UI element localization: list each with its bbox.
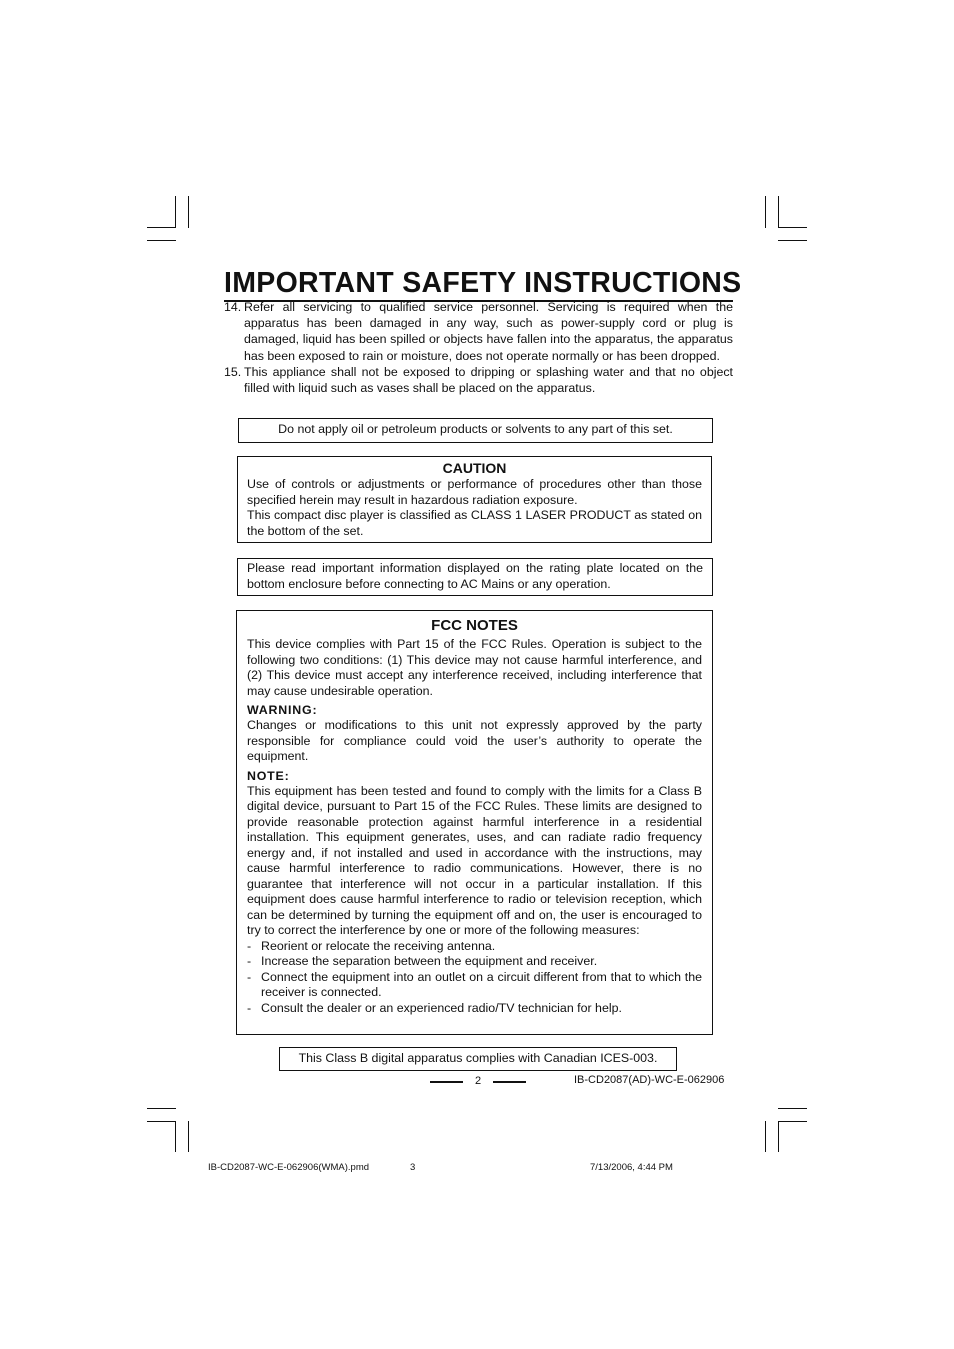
page-number: 2	[474, 1075, 482, 1087]
caution-paragraph: This compact disc player is classified as CLASS 1 LASER PRODUCT as stated on the bottom of the set.	[247, 508, 702, 538]
crop-mark	[778, 227, 807, 228]
crop-mark	[175, 196, 176, 228]
dash: -	[247, 954, 252, 968]
list-item	[224, 299, 733, 364]
measure-text: Connect the equipment into an outlet on a circuit different from that to which the receiver is connected.	[261, 969, 702, 999]
footer-timestamp: 7/13/2006, 4:44 PM	[590, 1162, 673, 1173]
list-item	[224, 364, 733, 396]
oil-notice-text: Do not apply oil or petroleum products or solvents to any part of this set.	[278, 422, 673, 436]
crop-mark	[147, 1121, 176, 1122]
dash: -	[247, 1000, 252, 1015]
item-number: 14.	[224, 300, 242, 314]
rating-notice-box	[237, 558, 713, 596]
crop-mark	[188, 1121, 189, 1152]
item-text: Refer all servicing to qualified service personnel. Servicing is required when the apparatus has been damaged in any way, such as power-supply cord or plug is damaged, liquid has been spilled or objects have fallen into the apparatus, the apparatus has been exposed to rain or moisture, does not operate normally or has been dropped.	[244, 300, 733, 363]
list-item	[247, 954, 702, 970]
fcc-heading: FCC NOTES	[431, 617, 518, 634]
rating-notice-text: Please read important information displayed on the rating plate located on the bottom enclosure before connecting to AC Mains or any operation.	[247, 561, 703, 591]
footer-filename: IB-CD2087-WC-E-062906(WMA).pmd	[208, 1162, 370, 1173]
list-item	[247, 939, 702, 955]
measure-text: Consult the dealer or an experienced radio/TV technician for help.	[261, 1000, 622, 1015]
dash: -	[247, 969, 252, 984]
crop-mark	[147, 1108, 176, 1109]
crop-mark	[765, 1121, 766, 1152]
crop-mark	[147, 227, 176, 228]
caution-paragraph: Use of controls or adjustments or performance of procedures other than those specified herein may result in hazardous radiation exposure.	[247, 477, 702, 507]
note-label: NOTE:	[247, 768, 290, 783]
page-number-rule	[430, 1081, 463, 1083]
instruction-list	[224, 299, 733, 396]
crop-mark	[778, 1121, 807, 1122]
canadian-notice-text: This Class B digital apparatus complies with Canadian ICES-003.	[298, 1051, 658, 1065]
page-title: IMPORTANT SAFETY INSTRUCTIONS	[224, 266, 733, 302]
dash: -	[247, 938, 252, 953]
oil-notice-box	[238, 418, 713, 443]
list-item	[247, 1001, 702, 1017]
crop-mark	[778, 1108, 807, 1109]
caution-box	[237, 456, 712, 543]
crop-mark	[765, 196, 766, 228]
page-number-rule	[493, 1081, 526, 1083]
crop-mark	[778, 240, 807, 241]
warning-label: WARNING:	[247, 703, 318, 717]
item-text: This appliance shall not be exposed to dripping or splashing water and that no object filled with liquid such as vases shall be placed on the apparatus.	[244, 364, 733, 396]
measures-list	[247, 939, 702, 1017]
fcc-notes-box	[236, 610, 713, 1035]
warning-text: Changes or modifications to this unit not expressly approved by the party responsible for compliance could void the user’s authority to operate the equipment.	[247, 718, 702, 763]
note-text: This equipment has been tested and found to comply with the limits for a Class B digital device, pursuant to Part 15 of the FCC Rules. These limits are designed to provide reasonable protection against harmful interference in a residential installation. This equipment generates, uses, and can radiate radio frequency energy and, if not installed and used in accordance with the instructions, may cause harmful interference to radio communications. However, there is no guarantee that interference will not occur in a particular installation. If this equipment does cause harmful interference to radio or television reception, which can be determined by turning the equipment off and on, the user is encouraged to try to correct the interference by one or more of the following measures:	[247, 783, 702, 937]
crop-mark	[175, 1121, 176, 1152]
footer-page: 3	[410, 1162, 416, 1173]
measure-text: Reorient or relocate the receiving antenna.	[261, 938, 496, 953]
document-id: IB-CD2087(AD)-WC-E-062906	[574, 1074, 725, 1086]
list-item	[247, 970, 702, 1001]
item-number: 15.	[224, 364, 242, 379]
crop-mark	[778, 196, 779, 228]
measure-text: Increase the separation between the equipment and receiver.	[261, 954, 598, 968]
caution-heading: CAUTION	[442, 460, 507, 476]
crop-mark	[188, 196, 189, 228]
fcc-intro: This device complies with Part 15 of the FCC Rules. Operation is subject to the following two conditions: (1) This device may not cause harmful interference, and (2) This device must accept any interference received, including interference that may cause undesirable operation.	[247, 637, 702, 698]
crop-mark	[778, 1121, 779, 1152]
canadian-notice-box	[279, 1047, 677, 1071]
crop-mark	[147, 240, 176, 241]
